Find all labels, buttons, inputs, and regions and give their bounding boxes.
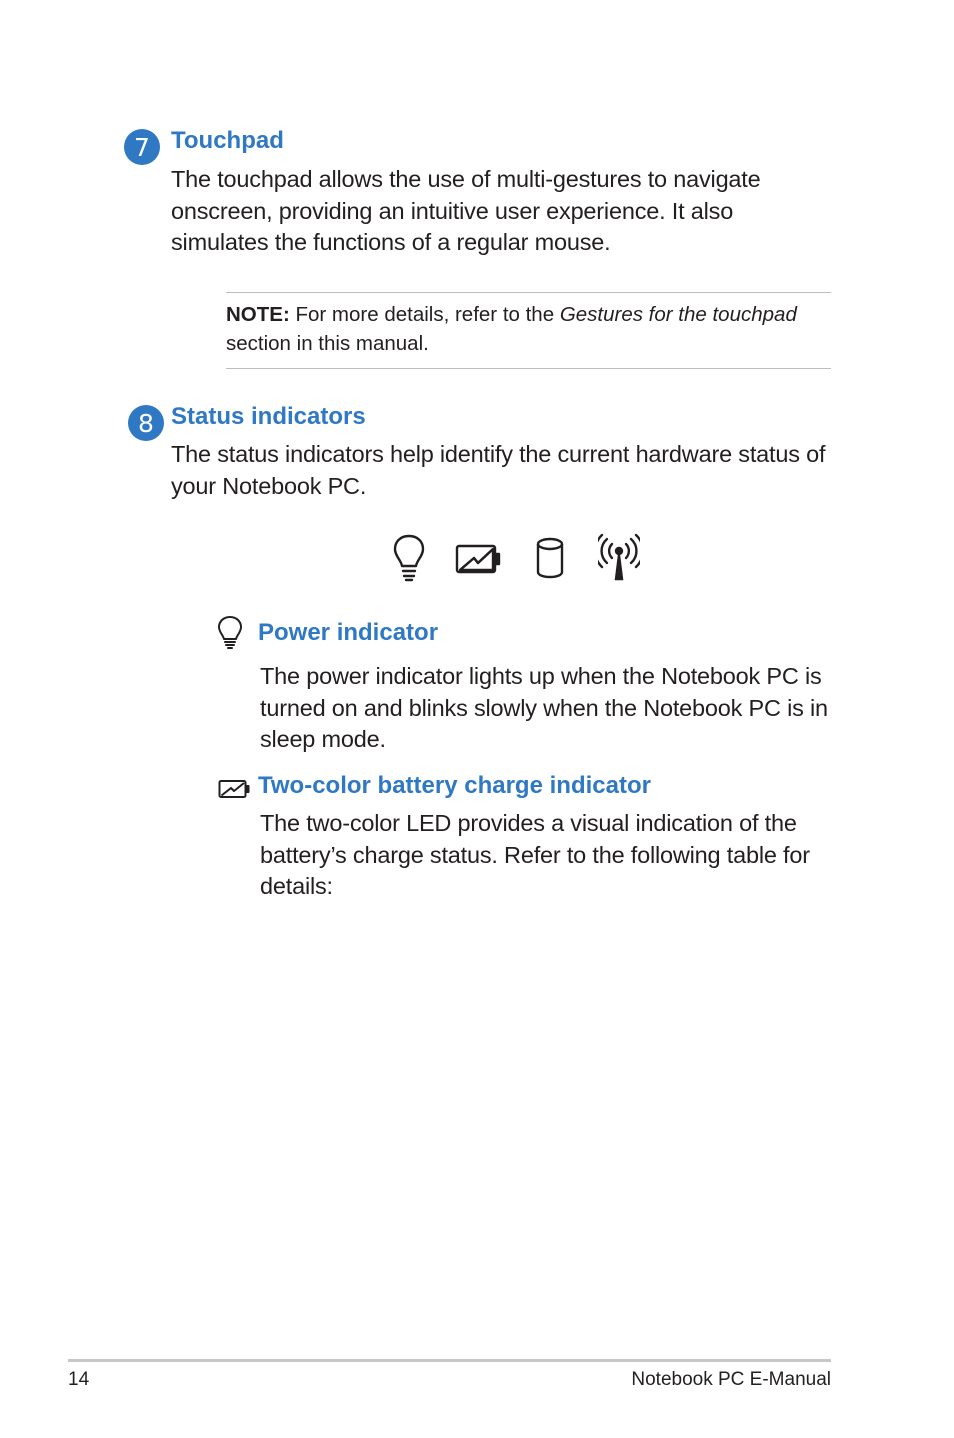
page-number: 14 — [68, 1369, 90, 1390]
power-bulb-icon — [392, 533, 426, 583]
note-box — [226, 300, 826, 358]
note-text-before: For more details, refer to the — [289, 303, 560, 326]
note-label: NOTE: — [226, 303, 290, 326]
status-indicators-heading: Status indicators — [171, 403, 366, 430]
battery-charge-icon — [455, 543, 501, 575]
touchpad-heading: Touchpad — [171, 127, 284, 154]
touchpad-description: The touchpad allows the use of multi-gestures to navigate onscreen, providing an intuitive user experience. It also simulates the functions of a regular mouse. — [171, 166, 761, 255]
note-bottom-rule — [226, 368, 831, 369]
battery-indicator-heading: Two-color battery charge indicator — [258, 772, 651, 799]
note-text-after: section in this manual. — [226, 332, 429, 355]
manual-title: Notebook PC E-Manual — [631, 1369, 831, 1390]
status-indicators-description: The status indicators help identify the current hardware status of your Notebook PC. — [171, 441, 826, 499]
power-indicator-description: The power indicator lights up when the Notebook PC is turned on and blinks slowly when the Notebook PC is in sleep mode. — [260, 663, 828, 752]
footer-rule — [68, 1359, 831, 1362]
section-number-badge — [128, 405, 164, 441]
section-number: 7 — [134, 132, 150, 162]
section-number: 8 — [138, 408, 154, 438]
power-indicator-heading: Power indicator — [258, 619, 439, 646]
note-top-rule — [226, 292, 831, 293]
battery-indicator-description: The two-color LED provides a visual indication of the battery’s charge status. Refer to the following table for details: — [260, 810, 810, 899]
drive-activity-icon — [535, 536, 565, 580]
section-number-badge — [124, 129, 160, 165]
wireless-icon — [598, 533, 640, 583]
power-bulb-icon — [217, 615, 243, 649]
note-emphasis: Gestures for the touchpad — [559, 303, 797, 326]
battery-charge-icon — [218, 779, 250, 799]
